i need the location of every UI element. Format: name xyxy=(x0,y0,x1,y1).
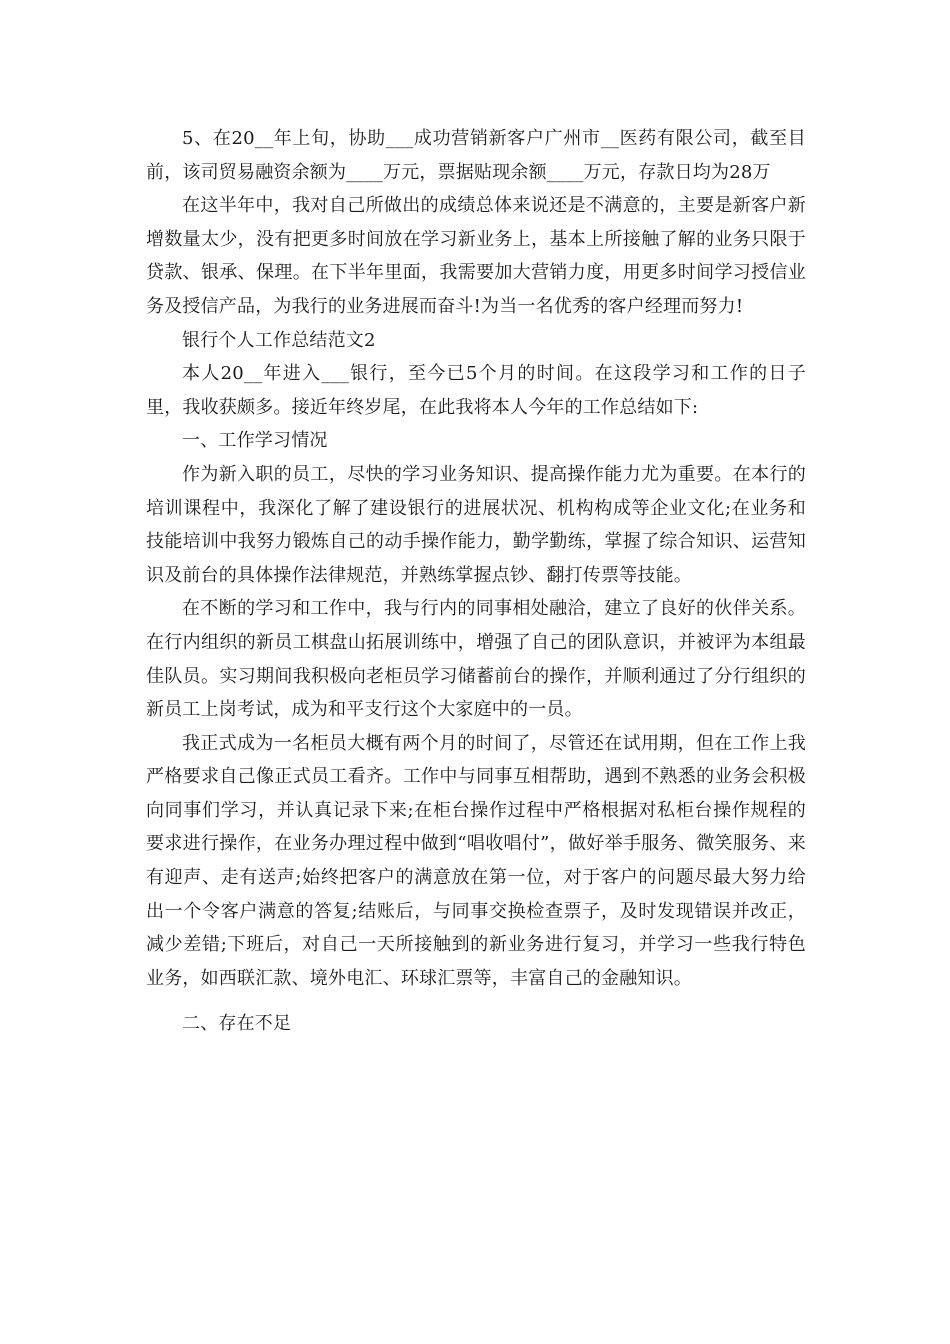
paragraph-sales-result: 5、在20__年上旬，协助___成功营销新客户广州市__医药有限公司，截至目前，该司贸易融资余额为____万元，票据贴现余额____万元，存款日均为28万 xyxy=(146,128,806,183)
paragraph-introduction: 本人20__年进入___银行，至今已5个月的时间。在这段学习和工作的日子里，我收获颇多。接近年终岁尾，在此我将本人今年的工作总结如下: xyxy=(146,363,806,418)
section-title-sample-2: 银行个人工作总结范文2 xyxy=(182,329,376,351)
heading-shortcomings: 二、存在不足 xyxy=(182,1013,292,1035)
document-page xyxy=(146,122,806,1041)
paragraph-half-year-review: 在这半年中，我对自己所做出的成绩总体来说还是不满意的，主要是新客户新增数量太少，没有把更多时间放在学习新业务上，基本上所接触了解的业务只限于贷款、银承、保理。在下半年里面，我需要加大营销力度，用更多时间学习授信业务及授信产品，为我行的业务进展而奋斗!为当一名优秀的客户经理而努力! xyxy=(146,195,806,317)
paragraph-training: 作为新入职的员工，尽快的学习业务知识、提高操作能力尤为重要。在本行的培训课程中，我深化了解了建设银行的进展状况、机构构成等企业文化;在业务和技能培训中我努力锻炼自己的动手操作能力，勤学勤练，掌握了综合知识、运营知识及前台的具体操作法律规范，并熟练掌握点钞、翻打传票等技能。 xyxy=(146,463,806,586)
heading-work-study: 一、工作学习情况 xyxy=(182,430,328,452)
paragraph-teamwork: 在不断的学习和工作中，我与行内的同事相处融洽，建立了良好的伙伴关系。在行内组织的新员工棋盘山拓展训练中，增强了自己的团队意识，并被评为本组最佳队员。实习期间我积极向老柜员学习储蓄前台的操作，并顺利通过了分行组织的新员工上岗考试，成为和平支行这个大家庭中的一员。 xyxy=(146,598,806,721)
paragraph-teller-work: 我正式成为一名柜员大概有两个月的时间了，尽管还在试用期，但在工作上我严格要求自己像正式员工看齐。工作中与同事互相帮助，遇到不熟悉的业务会积极向同事们学习，并认真记录下来;在柜台操作过程中严格根据对私柜台操作规程的要求进行操作，在业务办理过程中做到“唱收唱付”，做好举手服务、微笑服务、来有迎声、走有送声;始终把客户的满意放在第一位，对于客户的问题尽最大努力给出一个令客户满意的答复;结账后，与同事交换检查票子，及时发现错误并改正，减少差错;下班后，对自己一天所接触到的新业务进行复习，并学习一些我行特色业务，如西联汇款、境外电汇、环球汇票等，丰富自己的金融知识。 xyxy=(146,732,806,989)
